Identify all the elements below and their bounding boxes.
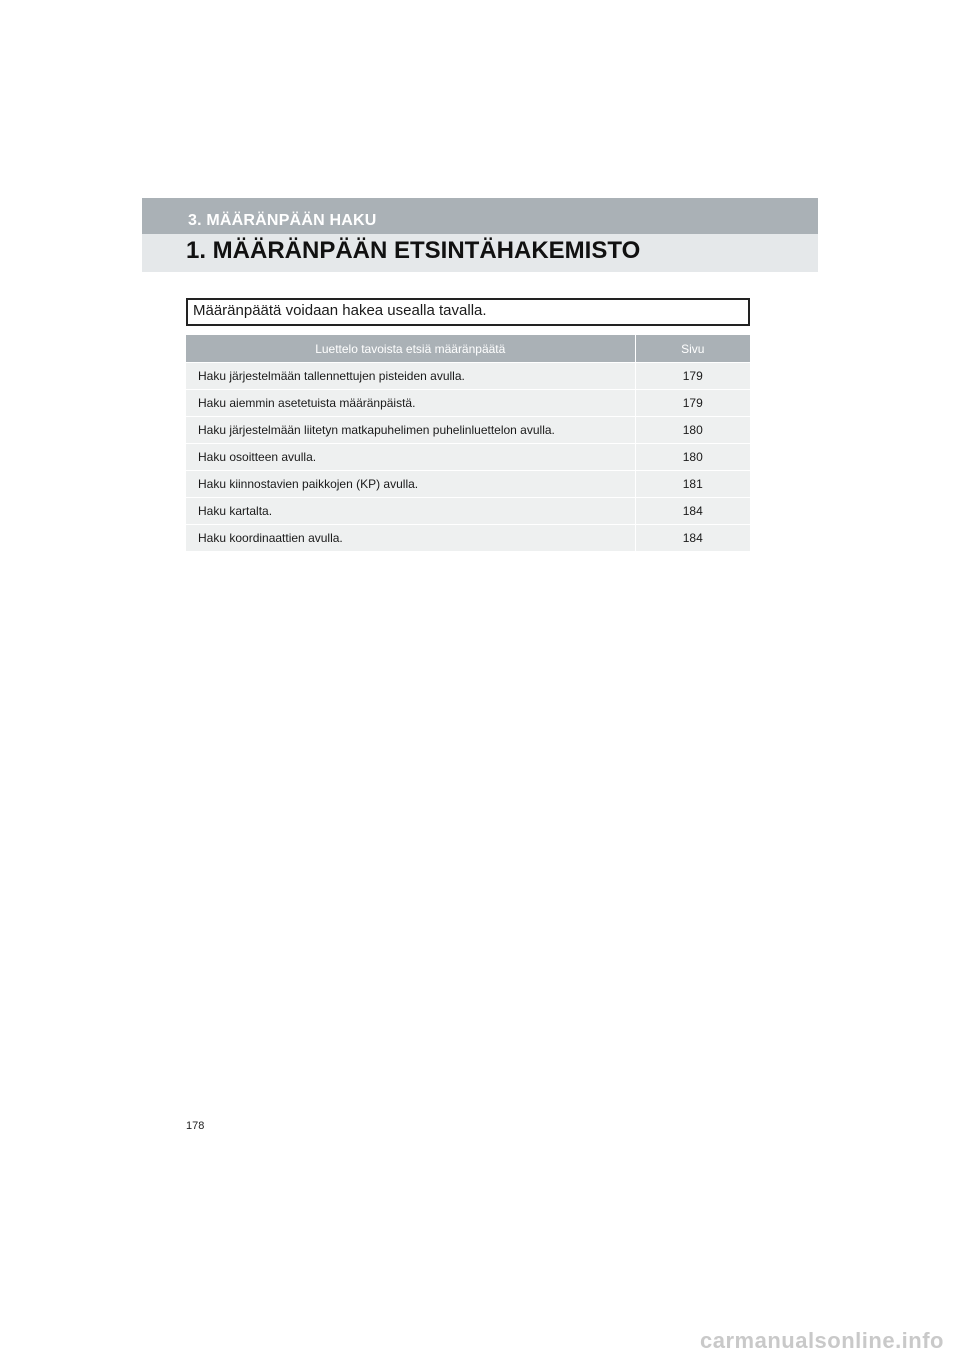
row-description: Haku osoitteen avulla.: [186, 444, 635, 471]
row-page: 184: [635, 498, 750, 525]
title-band: [142, 234, 818, 272]
row-page: 180: [635, 417, 750, 444]
toc-table: [186, 335, 750, 551]
row-description: Haku kartalta.: [186, 498, 635, 525]
page-title: 1. MÄÄRÄNPÄÄN ETSINTÄHAKEMISTO: [186, 237, 641, 264]
table-row: [186, 363, 750, 390]
header-methods: Luettelo tavoista etsiä määränpäätä: [186, 335, 635, 363]
page-number: 178: [186, 1120, 205, 1132]
header-page: Sivu: [635, 335, 750, 363]
watermark: carmanualsonline.info: [700, 1328, 944, 1353]
row-page: 181: [635, 471, 750, 498]
row-description: Haku aiemmin asetetuista määränpäistä.: [186, 390, 635, 417]
table-row: [186, 498, 750, 525]
table-row: [186, 417, 750, 444]
row-page: 180: [635, 444, 750, 471]
intro-box: [186, 298, 750, 326]
row-description: Haku järjestelmään tallennettujen pisteiden avulla.: [186, 363, 635, 390]
table-row: [186, 390, 750, 417]
chapter-band: [142, 198, 818, 234]
chapter-label: 3. MÄÄRÄNPÄÄN HAKU: [188, 212, 377, 229]
intro-text: Määränpäätä voidaan hakea usealla tavalla.: [193, 302, 487, 319]
row-description: Haku kiinnostavien paikkojen (KP) avulla.: [186, 471, 635, 498]
table-row: [186, 471, 750, 498]
table-row: [186, 444, 750, 471]
row-description: Haku koordinaattien avulla.: [186, 525, 635, 552]
row-page: 179: [635, 363, 750, 390]
row-description: Haku järjestelmään liitetyn matkapuhelimen puhelinluettelon avulla.: [186, 417, 635, 444]
table-row: [186, 525, 750, 552]
row-page: 184: [635, 525, 750, 552]
row-page: 179: [635, 390, 750, 417]
table-header-row: [186, 335, 750, 363]
